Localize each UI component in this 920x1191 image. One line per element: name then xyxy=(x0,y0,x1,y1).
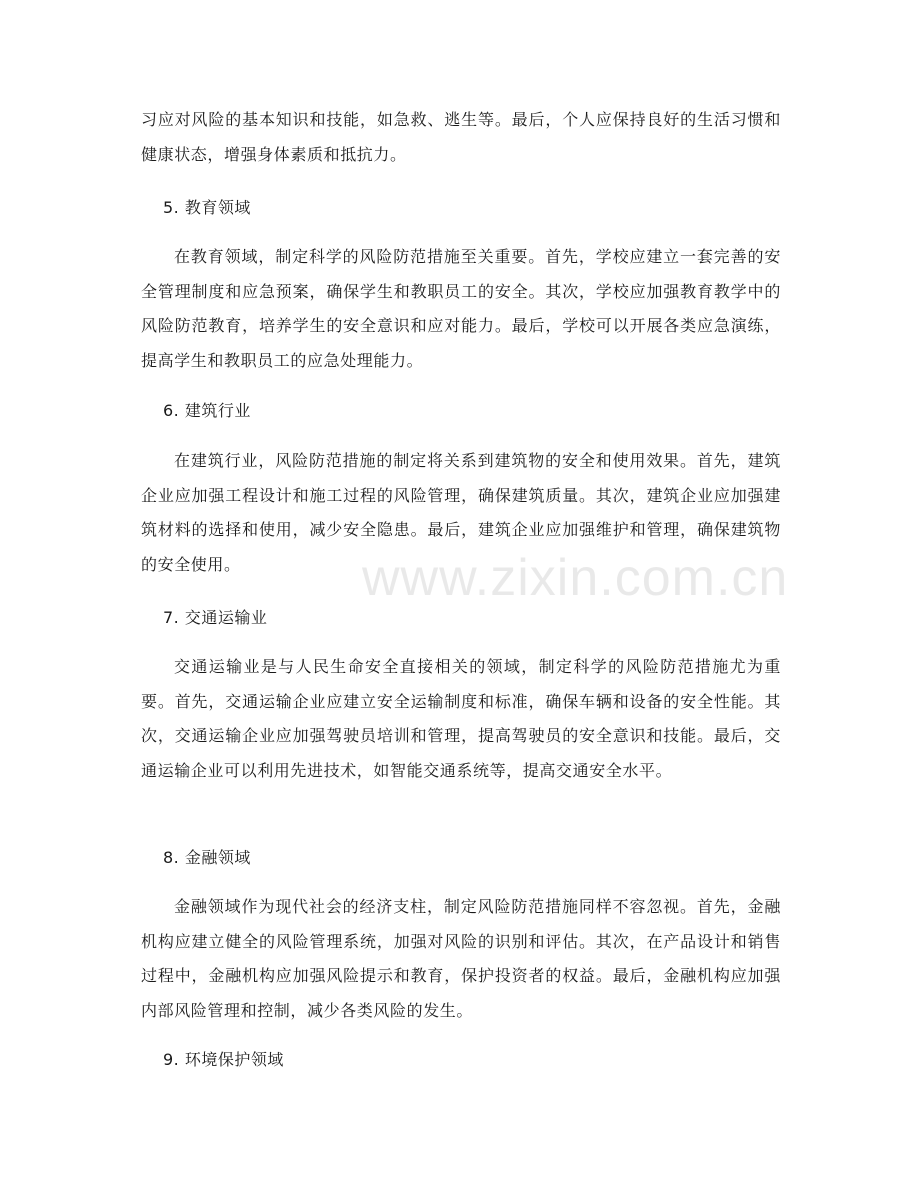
watermark: www.zixin.com.cn xyxy=(362,549,789,607)
heading-finance: 8. 金融领域 xyxy=(163,848,251,867)
heading-construction: 6. 建筑行业 xyxy=(163,401,251,420)
paragraph-personal-continued: 习应对风险的基本知识和技能，如急救、逃生等。最后，个人应保持良好的生活习惯和健康状态，增强身体素质和抵抗力。 xyxy=(141,110,781,164)
heading-education: 5. 教育领域 xyxy=(163,198,251,217)
paragraph-finance: 金融领域作为现代社会的经济支柱，制定风险防范措施同样不容忽视。首先，金融机构应建立健全的风险管理系统，加强对风险的识别和评估。其次，在产品设计和销售过程中，金融机构应加强风险提示和教育，保护投资者的权益。最后，金融机构应加强内部风险管理和控制，减少各类风险的发生。 xyxy=(141,897,781,1020)
paragraph-construction: 在建筑行业，风险防范措施的制定将关系到建筑物的安全和使用效果。首先，建筑企业应加强工程设计和施工过程的风险管理，确保建筑质量。其次，建筑企业应加强建筑材料的选择和使用，减少安全隐患。最后，建筑企业应加强维护和管理，确保建筑物的安全使用。 xyxy=(141,451,781,574)
paragraph-transportation: 交通运输业是与人民生命安全直接相关的领域，制定科学的风险防范措施尤为重要。首先，交通运输企业应建立安全运输制度和标准，确保车辆和设备的安全性能。其次，交通运输企业应加强驾驶员培训和管理，提高驾驶员的安全意识和技能。最后，交通运输企业可以利用先进技术，如智能交通系统等，提高交通安全水平。 xyxy=(141,657,781,780)
heading-transportation: 7. 交通运输业 xyxy=(163,608,268,627)
paragraph-education: 在教育领域，制定科学的风险防范措施至关重要。首先，学校应建立一套完善的安全管理制度和应急预案，确保学生和教职员工的安全。其次，学校应加强教育教学中的风险防范教育，培养学生的安全意识和应对能力。最后，学校可以开展各类应急演练，提高学生和教职员工的应急处理能力。 xyxy=(141,247,781,370)
heading-environment: 9. 环境保护领域 xyxy=(163,1050,284,1069)
